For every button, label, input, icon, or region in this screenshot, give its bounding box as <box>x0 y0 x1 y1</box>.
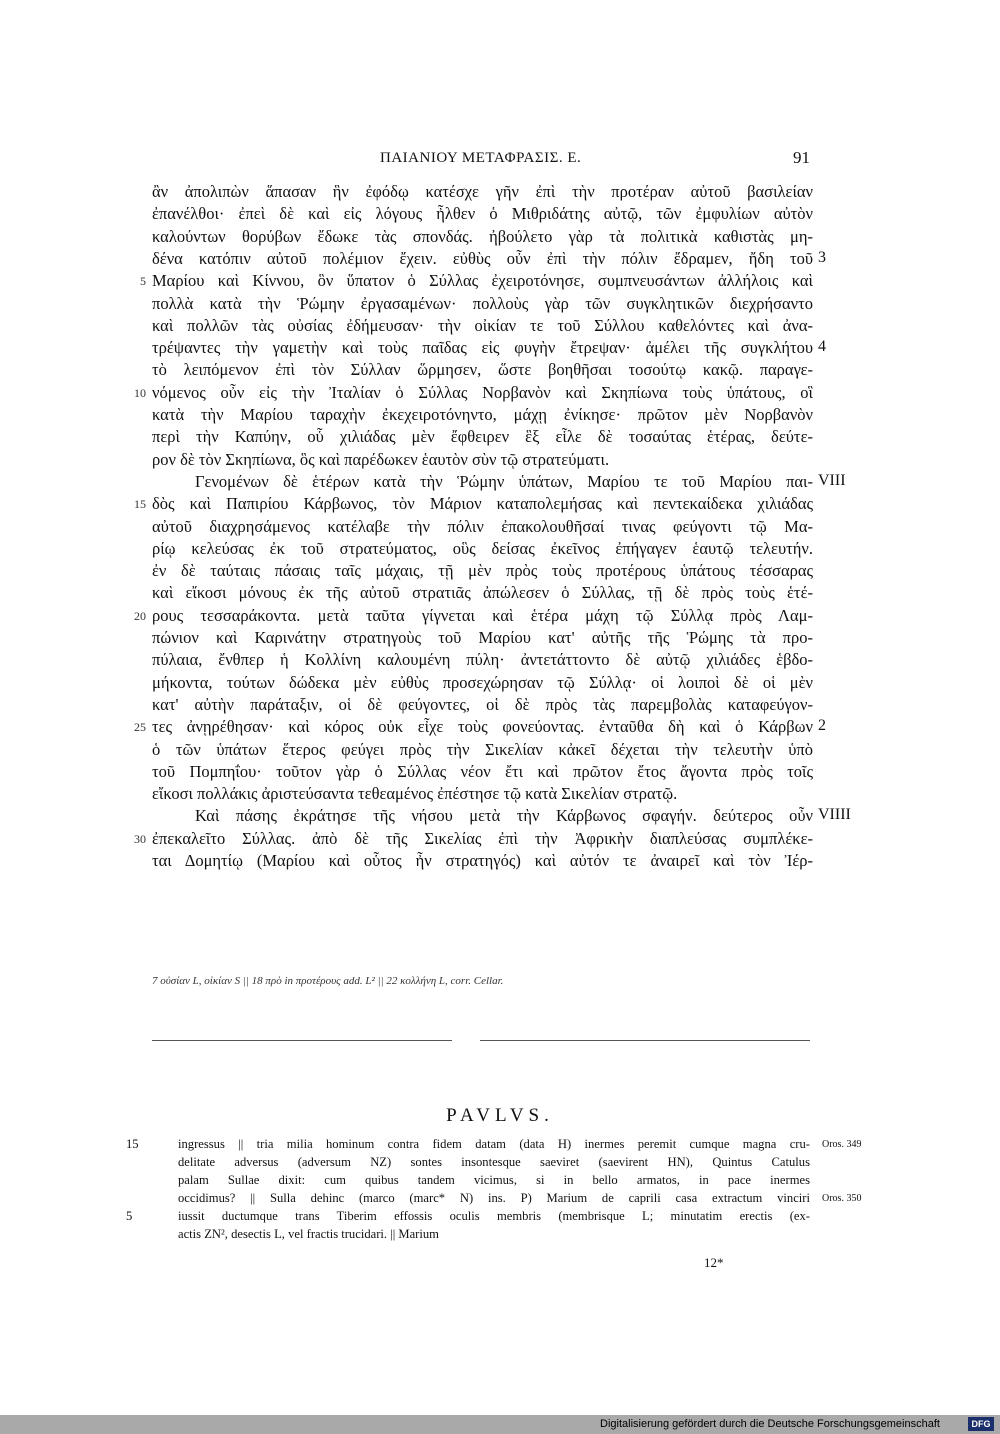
text-line <box>0 673 1000 695</box>
margin-reference: Oros. 350 <box>822 1193 862 1204</box>
latin-line <box>0 1137 1000 1155</box>
text-line <box>0 829 1000 851</box>
line-number: 25 <box>134 720 146 735</box>
line-text: ἐν δὲ ταύταις πάσαις ταῖς μάχαις, τῇ μὲν πρὸς τοὺς προτέρους ὑπάτους τέσσαρας <box>152 561 813 581</box>
margin-section-number: 3 <box>818 248 826 266</box>
line-text: πολλὰ κατὰ τὴν Ῥώμην ἐργασαμένων· πολλοὺς γὰρ τῶν συγκλητικῶν διεχρήσαντο <box>152 293 813 313</box>
text-line <box>0 182 1000 204</box>
line-text: occidimus? || Sulla dehinc (marco (marc* N) ins. P) Marium de caprili casa extractum vinciri <box>178 1191 810 1205</box>
line-text: ρους τεσσαράκοντα. μετὰ ταῦτα γίγνεται καὶ ἑτέρα μάχη τῷ Σύλλᾳ πρὸς Λαμ- <box>152 605 813 625</box>
dfg-logo-icon: DFG <box>968 1417 994 1431</box>
line-text: μήκοντα, τούτων δώδεκα μὲν εὐθὺς προσεχώρησαν τῷ Σύλλᾳ· οἱ λοιποὶ δὲ οἱ μὲν <box>152 672 813 692</box>
line-number: 15 <box>126 1137 139 1151</box>
text-line <box>0 316 1000 338</box>
line-text: Μαρίου καὶ Κίννου, ὃν ὕπατον ὁ Σύλλας ἐχειροτόνησε, συμπνευσάντων ἀλλήλοις καὶ <box>152 271 813 291</box>
text-line <box>0 249 1000 271</box>
line-text: περὶ τὴν Καπύην, οὗ χιλιάδας μὲν ἔφθειρεν ἓξ εἷλε δὲ τοσαύτας ἑτέρας, δεύτε- <box>152 427 813 447</box>
line-text: τρέψαντες τὴν γαμετὴν καὶ τοὺς παῖδας εἰς φυγὴν ἔτρεψαν· ἀμέλει τῆς συγκλήτου <box>152 338 813 358</box>
line-number: 5 <box>126 1209 133 1223</box>
line-text: ρίῳ κελεύσας ἐκ τοῦ στρατεύματος, οὓς δείσας ἐκεῖνος ἐπήγαγεν ἑαυτῷ τελευτήν. <box>152 538 813 558</box>
margin-section-number: VIII <box>818 471 846 489</box>
text-line <box>0 740 1000 762</box>
line-text: τὸ λειπόμενον ἐπὶ τὸν Σύλλαν ὥρμησεν, ὥστε βοηθῆσαι τοσούτῳ κακῷ. παραγε- <box>152 360 813 380</box>
line-text: κατ' αὐτὴν παράταξιν, οἱ δὲ φεύγοντες, οἱ δὲ πρὸς τὰς παρεμβολὰς καταφεύγον- <box>152 694 813 714</box>
text-line <box>0 227 1000 249</box>
line-text: δὸς καὶ Παπιρίου Κάρβωνος, τὸν Μάριον καταπολεμήσας καὶ πεντεκαίδεκα χιλιάδας <box>152 494 813 514</box>
text-line <box>0 583 1000 605</box>
line-number: 5 <box>140 274 146 289</box>
line-text: καὶ εἴκοσι μόνους ἐκ τῆς αὐτοῦ στρατιᾶς ἀπώλεσεν ὁ Σύλλας, τῇ δὲ πρὸς τοὺς ἑτέ- <box>152 583 813 603</box>
latin-line <box>0 1155 1000 1173</box>
line-text: ἐπεκαλεῖτο Σύλλας. ἀπὸ δὲ τῆς Σικελίας ἐπὶ τὴν Ἀφρικὴν διαπλεύσας συμπλέκε- <box>152 828 813 848</box>
text-line <box>0 472 1000 494</box>
line-text: ἂν ἀπολιπὼν ἅπασαν ἣν ἐφόδῳ κατέσχε γῆν ἐπὶ τὴν προτέραν αὐτοῦ βασιλείαν <box>152 182 813 201</box>
text-line <box>0 450 1000 472</box>
text-line <box>0 405 1000 427</box>
line-text: ὁ τῶν ὑπάτων ἕτερος φεύγει πρὸς τὴν Σικελίαν κἀκεῖ δέχεται τὴν τελευτὴν ὑπὸ <box>152 739 813 759</box>
latin-line <box>0 1191 1000 1209</box>
text-line <box>0 294 1000 316</box>
text-line <box>0 762 1000 784</box>
separator-rule <box>152 1040 452 1041</box>
text-line <box>0 539 1000 561</box>
text-line <box>0 494 1000 516</box>
text-line <box>0 517 1000 539</box>
line-number: 30 <box>134 831 146 846</box>
text-line <box>0 427 1000 449</box>
line-text: actis ZN², desectis L, vel fractis trucidari. || Marium <box>178 1227 439 1241</box>
line-text: delitate adversus (adversum NZ) sontes insontesque saeviret (saevirent HN), Quintus Catulus <box>178 1155 810 1169</box>
page-number: 91 <box>793 148 810 167</box>
line-text: palam Sullae dixit: cum quibus tandem vicimus, si in bello armatos, in pace inermes <box>178 1173 810 1187</box>
line-text: ται Δομητίῳ (Μαρίου καὶ οὗτος ἦν στρατηγός) καὶ αὐτόν τε ἀναιρεῖ καὶ τὸν Ἰέρ- <box>152 851 813 870</box>
line-text: ingressus || tria milia hominum contra fidem datam (data H) inermes peremit cumque magna cru- <box>178 1137 810 1151</box>
line-text: αὐτοῦ διαχρησάμενος κατέλαβε τὴν πόλιν ἐπακολουθῆσαί τινας φεύγοντι τῷ Μα- <box>152 516 813 536</box>
text-line <box>0 204 1000 226</box>
line-text: καλούντων θορύβων ἔδωκε τὰς σπονδάς. ἠβούλετο γὰρ τὰ πολιτικὰ καθιστὰς μη- <box>152 226 813 246</box>
signature-mark: 12* <box>704 1255 724 1270</box>
line-text: ἐπανέλθοι· ἐπεὶ δὲ καὶ εἰς λόγους ἦλθεν ὁ Μιθριδάτης αὐτῷ, τῶν ἐμφυλίων αὐτὸν <box>152 204 813 224</box>
margin-section-number: 4 <box>818 338 826 356</box>
margin-reference: Oros. 349 <box>822 1139 862 1150</box>
section-heading: PAVLVS. <box>446 1105 554 1126</box>
line-text: ρον δὲ τὸν Σκηπίωνα, ὃς καὶ παρέδωκεν ἑαυτὸν σὺν τῷ στρατεύματι. <box>152 449 610 469</box>
line-number: 20 <box>134 608 146 623</box>
text-line <box>0 628 1000 650</box>
line-text: τοῦ Πομπηΐου· τοῦτον γὰρ ὁ Σύλλας νέον ἔτι καὶ πρῶτον ἔτος ἄγοντα πρὸς τοῖς <box>152 761 813 781</box>
line-text: εἴκοσι πολλάκις ἀριστεύσαντα τεθεαμένος ἐπέστησε τῷ κατὰ Σικελίαν στρατῷ. <box>152 784 678 804</box>
line-text: νόμενος οὖν εἰς τὴν Ἰταλίαν ὁ Σύλλας Νορβανὸν καὶ Σκηπίωνα τοὺς ὑπάτους, οἳ <box>152 382 813 402</box>
text-line <box>0 650 1000 672</box>
line-text: καὶ πολλῶν τὰς οὐσίας ἐδήμευσαν· τὴν οἰκίαν τε τοῦ Σύλλου καθελόντες καὶ ἀνα- <box>152 315 813 335</box>
line-text: Γενομένων δὲ ἑτέρων κατὰ τὴν Ῥώμην ὑπάτων, Μαρίου τε τοῦ Μαρίου παι- <box>195 471 813 491</box>
line-text: Καὶ πάσης ἐκράτησε τῆς νήσου μετὰ τὴν Κάρβωνος σφαγήν. δεύτερος οὖν <box>195 806 813 826</box>
margin-section-number: 2 <box>818 717 826 735</box>
latin-line <box>0 1209 1000 1227</box>
text-line <box>0 606 1000 628</box>
text-line <box>0 717 1000 739</box>
text-line <box>0 806 1000 828</box>
critical-apparatus: 7 οὐσίαν L, οἰκίαν S || 18 πρὸ in προτέρους add. L² || 22 κολλήνη L, corr. Cellar. <box>152 975 504 987</box>
line-number: 10 <box>134 385 146 400</box>
margin-section-number: VIIII <box>818 806 851 824</box>
latin-line <box>0 1227 1000 1245</box>
separator-rule <box>480 1040 810 1041</box>
line-number: 15 <box>134 497 146 512</box>
line-text: κατὰ τὴν Μαρίου ταραχὴν ἐκεχειροτόνηντο, μάχῃ ἐνίκησε· πρῶτον μὲν Νορβανὸν <box>152 405 813 424</box>
line-text: iussit ductumque trans Tiberim effossis oculis membris (membrisque L; minutatim erectis (ex- <box>178 1209 810 1223</box>
text-line <box>0 695 1000 717</box>
text-line <box>0 784 1000 806</box>
text-line <box>0 338 1000 360</box>
text-line <box>0 383 1000 405</box>
running-title: ΠΑΙΑΝΙΟΥ ΜΕΤΑΦΡΑΣΙΣ. Ε. <box>380 150 582 166</box>
line-text: πώνιον καὶ Καρινάτην στρατηγοὺς τοῦ Μαρίου κατ' αὐτῆς τῆς Ῥώμης τὰ προ- <box>152 628 813 647</box>
footer-credit: Digitalisierung gefördert durch die Deutsche Forschungsgemeinschaft <box>600 1418 940 1430</box>
latin-line <box>0 1173 1000 1191</box>
line-text: τες ἀνῃρέθησαν· καὶ κόρος οὐκ εἶχε τοὺς φονεύοντας. ἐνταῦθα δὴ καὶ ὁ Κάρβων <box>152 717 813 737</box>
text-line <box>0 561 1000 583</box>
line-text: πύλαια, ἔνθπερ ἡ Κολλίνη καλουμένη πύλη· ἀντετάττοντο δὲ αὐτῷ χιλιάδες ἑβδο- <box>152 650 813 670</box>
text-line <box>0 360 1000 382</box>
text-line <box>0 851 1000 873</box>
line-text: δένα κατόπιν αὐτοῦ πολέμιον ἔχειν. εὐθὺς οὖν ἐπὶ τὴν πόλιν ἔδραμεν, ἤδη τοῦ <box>152 248 813 268</box>
text-line <box>0 271 1000 293</box>
